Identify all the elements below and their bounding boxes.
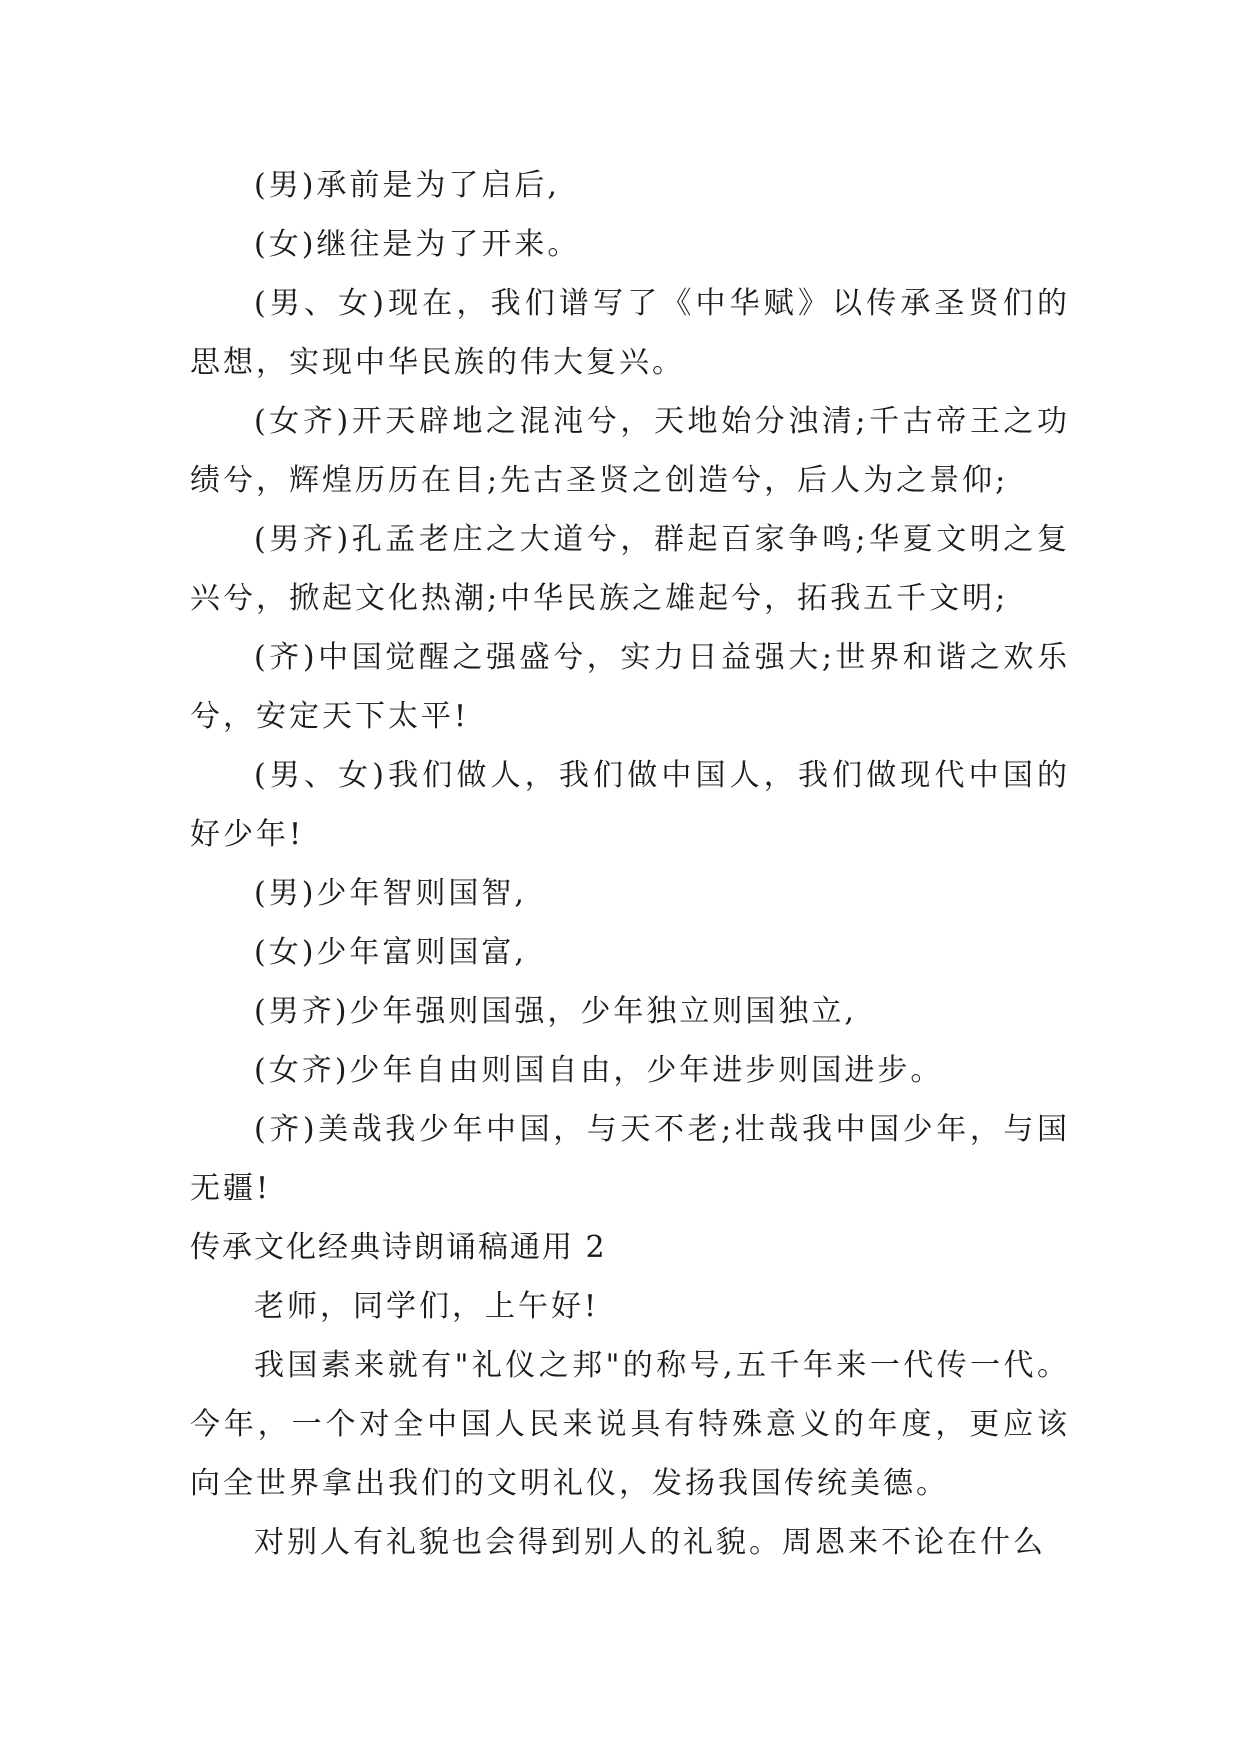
paragraph: 我国素来就有"礼仪之邦"的称号,五千年来一代传一代。今年，一个对全中国人民来说具有特殊意义的年度，更应该向全世界拿出我们的文明礼仪，发扬我国传统美德。 — [190, 1348, 1070, 1501]
paragraph: (齐)美哉我少年中国，与天不老;壮哉我中国少年，与国无疆! — [190, 1112, 1070, 1206]
paragraph: (男)少年智则国智, — [254, 876, 527, 911]
paragraph: (男齐)孔孟老庄之大道兮，群起百家争鸣;华夏文明之复兴兮，掀起文化热潮;中华民族之雄起兮，拓我五千文明; — [190, 522, 1070, 616]
paragraph: (男、女)现在，我们谱写了《中华赋》以传承圣贤们的思想，实现中华民族的伟大复兴。 — [190, 286, 1070, 380]
paragraph: (女齐)少年自由则国自由，少年进步则国进步。 — [254, 1053, 944, 1088]
paragraph: 对别人有礼貌也会得到别人的礼貌。周恩来不论在什么 — [254, 1525, 1046, 1560]
paragraph: (男)承前是为了启后, — [254, 168, 560, 203]
paragraph: (男齐)少年强则国强，少年独立则国独立, — [254, 994, 857, 1029]
paragraph: (齐)中国觉醒之强盛兮，实力日益强大;世界和谐之欢乐兮，安定天下太平! — [190, 640, 1070, 734]
paragraph: 老师，同学们，上午好! — [254, 1289, 600, 1324]
paragraph: (女)继往是为了开来。 — [254, 227, 581, 262]
paragraph: (女齐)开天辟地之混沌兮，天地始分浊清;千古帝王之功绩兮，辉煌历历在目;先古圣贤之创造兮，后人为之景仰; — [190, 404, 1070, 498]
section-heading: 传承文化经典诗朗诵稿通用 2 — [190, 1230, 607, 1265]
paragraph: (男、女)我们做人，我们做中国人，我们做现代中国的好少年! — [190, 758, 1070, 852]
document-body — [190, 156, 1070, 1572]
paragraph: (女)少年富则国富, — [254, 935, 527, 970]
